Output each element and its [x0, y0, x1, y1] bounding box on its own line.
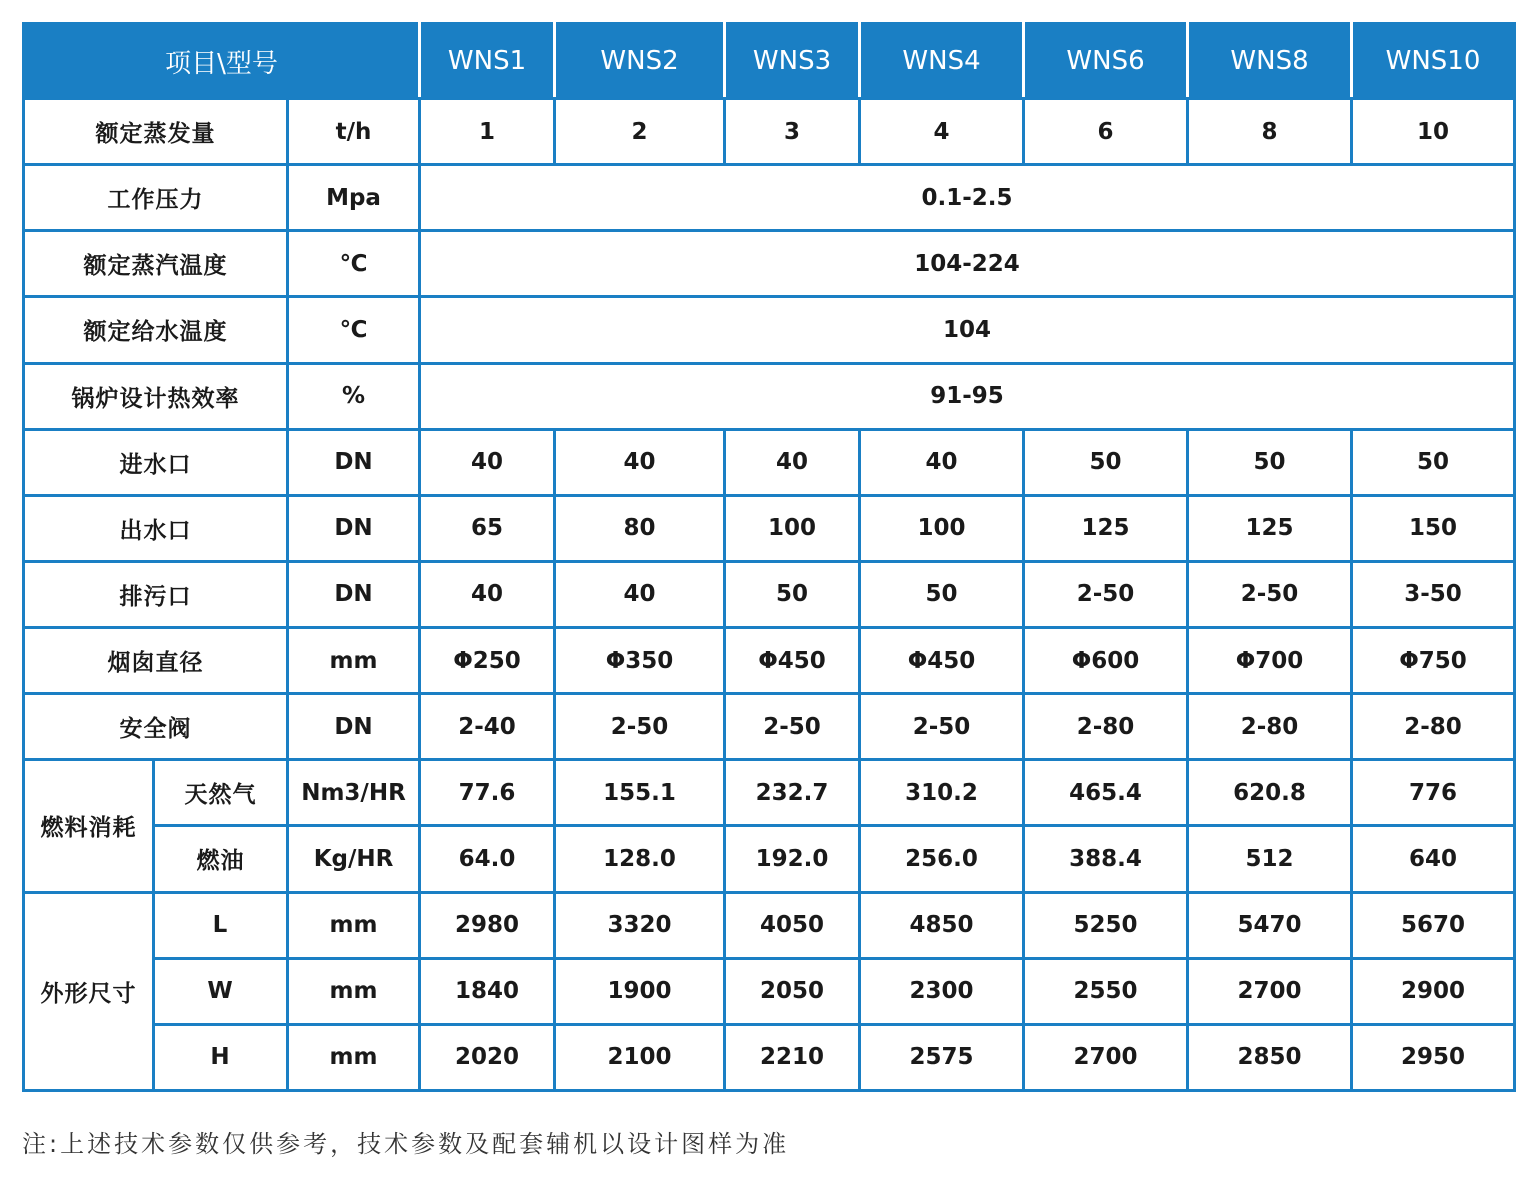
row-label: 额定蒸发量 [24, 99, 288, 165]
table-cell-merged: 104 [420, 297, 1515, 363]
table-cell: 640 [1352, 826, 1515, 892]
table-cell: 77.6 [420, 760, 555, 826]
table-cell: Φ700 [1188, 628, 1352, 694]
table-cell: 2-80 [1188, 694, 1352, 760]
table-cell: Φ450 [725, 628, 860, 694]
row-label: 额定蒸汽温度 [24, 231, 288, 297]
header-model: WNS10 [1352, 24, 1515, 99]
table-cell: 2-80 [1352, 694, 1515, 760]
header-item-model: 项目\型号 [24, 24, 420, 99]
table-cell: 50 [725, 561, 860, 627]
table-cell: 128.0 [555, 826, 725, 892]
table-cell: 100 [860, 495, 1024, 561]
header-model: WNS6 [1024, 24, 1188, 99]
table-cell: 3-50 [1352, 561, 1515, 627]
table-cell: 5670 [1352, 892, 1515, 958]
row-label: W [154, 958, 288, 1024]
row-unit: DN [288, 694, 420, 760]
row-unit: ℃ [288, 297, 420, 363]
row-label: 燃油 [154, 826, 288, 892]
row-unit: t/h [288, 99, 420, 165]
table-cell: 100 [725, 495, 860, 561]
table-cell: 620.8 [1188, 760, 1352, 826]
table-cell: 64.0 [420, 826, 555, 892]
table-cell: 2980 [420, 892, 555, 958]
spec-table [22, 22, 1516, 1092]
table-row [24, 429, 1515, 495]
table-cell: 256.0 [860, 826, 1024, 892]
table-cell: 40 [420, 429, 555, 495]
table-row [24, 297, 1515, 363]
table-row [24, 694, 1515, 760]
table-cell: 310.2 [860, 760, 1024, 826]
table-row [24, 231, 1515, 297]
table-row [24, 363, 1515, 429]
group-label-dimensions: 外形尺寸 [24, 892, 154, 1091]
row-label: 进水口 [24, 429, 288, 495]
row-label: 安全阀 [24, 694, 288, 760]
table-cell: 10 [1352, 99, 1515, 165]
table-row [24, 760, 1515, 826]
table-row [24, 1024, 1515, 1090]
table-cell: 3320 [555, 892, 725, 958]
table-cell: 2-50 [860, 694, 1024, 760]
table-cell: 1900 [555, 958, 725, 1024]
table-cell: 50 [1188, 429, 1352, 495]
table-cell: 2700 [1188, 958, 1352, 1024]
table-cell: 40 [420, 561, 555, 627]
row-label: 天然气 [154, 760, 288, 826]
table-cell: 5470 [1188, 892, 1352, 958]
table-cell: 2300 [860, 958, 1024, 1024]
table-cell: 2850 [1188, 1024, 1352, 1090]
table-cell-merged: 91-95 [420, 363, 1515, 429]
table-cell: Φ350 [555, 628, 725, 694]
table-cell: 2550 [1024, 958, 1188, 1024]
table-cell: 4850 [860, 892, 1024, 958]
table-cell: 512 [1188, 826, 1352, 892]
group-label-fuel: 燃料消耗 [24, 760, 154, 892]
table-row [24, 561, 1515, 627]
table-cell: 4050 [725, 892, 860, 958]
row-label: 出水口 [24, 495, 288, 561]
table-cell: 4 [860, 99, 1024, 165]
table-cell: 40 [725, 429, 860, 495]
table-cell: 388.4 [1024, 826, 1188, 892]
table-row [24, 628, 1515, 694]
table-cell: Φ450 [860, 628, 1024, 694]
table-cell: 465.4 [1024, 760, 1188, 826]
header-model: WNS4 [860, 24, 1024, 99]
row-unit: Nm3/HR [288, 760, 420, 826]
table-cell: 2-80 [1024, 694, 1188, 760]
table-cell: 2020 [420, 1024, 555, 1090]
row-unit: DN [288, 429, 420, 495]
table-cell: 80 [555, 495, 725, 561]
table-cell: 1 [420, 99, 555, 165]
table-row [24, 958, 1515, 1024]
row-unit: mm [288, 958, 420, 1024]
row-label: H [154, 1024, 288, 1090]
row-unit: DN [288, 561, 420, 627]
footnote: 注:上述技术参数仅供参考，技术参数及配套辅机以设计图样为准 [22, 1130, 790, 1158]
table-cell: Φ250 [420, 628, 555, 694]
table-cell: 2-50 [1188, 561, 1352, 627]
row-unit: ℃ [288, 231, 420, 297]
table-cell: 50 [860, 561, 1024, 627]
table-cell: 155.1 [555, 760, 725, 826]
table-row [24, 99, 1515, 165]
table-cell: 5250 [1024, 892, 1188, 958]
table-cell: 40 [555, 561, 725, 627]
header-model: WNS1 [420, 24, 555, 99]
row-label: 工作压力 [24, 165, 288, 231]
table-cell: 2 [555, 99, 725, 165]
table-cell: 776 [1352, 760, 1515, 826]
header-model: WNS3 [725, 24, 860, 99]
table-cell: 2700 [1024, 1024, 1188, 1090]
table-cell-merged: 0.1-2.5 [420, 165, 1515, 231]
row-label: 排污口 [24, 561, 288, 627]
row-unit: % [288, 363, 420, 429]
table-row [24, 165, 1515, 231]
table-cell: 1840 [420, 958, 555, 1024]
table-cell: 3 [725, 99, 860, 165]
table-cell: 65 [420, 495, 555, 561]
row-label: L [154, 892, 288, 958]
table-cell: Φ750 [1352, 628, 1515, 694]
table-cell: 8 [1188, 99, 1352, 165]
table-cell: 2900 [1352, 958, 1515, 1024]
table-row [24, 892, 1515, 958]
table-cell: 192.0 [725, 826, 860, 892]
table-cell: 2050 [725, 958, 860, 1024]
table-cell: 2950 [1352, 1024, 1515, 1090]
row-unit: mm [288, 1024, 420, 1090]
table-row [24, 826, 1515, 892]
table-cell: 2210 [725, 1024, 860, 1090]
table-cell: 2-50 [1024, 561, 1188, 627]
table-cell: 2100 [555, 1024, 725, 1090]
table-cell-merged: 104-224 [420, 231, 1515, 297]
row-label: 烟囱直径 [24, 628, 288, 694]
table-cell: 50 [1352, 429, 1515, 495]
table-cell: 40 [555, 429, 725, 495]
row-label: 锅炉设计热效率 [24, 363, 288, 429]
table-row [24, 495, 1515, 561]
row-unit: DN [288, 495, 420, 561]
table-cell: 6 [1024, 99, 1188, 165]
table-cell: 232.7 [725, 760, 860, 826]
table-cell: 2-40 [420, 694, 555, 760]
row-unit: Mpa [288, 165, 420, 231]
table-cell: 2-50 [725, 694, 860, 760]
table-cell: 40 [860, 429, 1024, 495]
table-cell: 2575 [860, 1024, 1024, 1090]
table-cell: Φ600 [1024, 628, 1188, 694]
table-cell: 2-50 [555, 694, 725, 760]
table-cell: 125 [1188, 495, 1352, 561]
row-label: 额定给水温度 [24, 297, 288, 363]
row-unit: mm [288, 892, 420, 958]
header-model: WNS2 [555, 24, 725, 99]
header-model: WNS8 [1188, 24, 1352, 99]
header-row [24, 24, 1515, 99]
row-unit: Kg/HR [288, 826, 420, 892]
row-unit: mm [288, 628, 420, 694]
table-cell: 125 [1024, 495, 1188, 561]
table-cell: 50 [1024, 429, 1188, 495]
table-cell: 150 [1352, 495, 1515, 561]
